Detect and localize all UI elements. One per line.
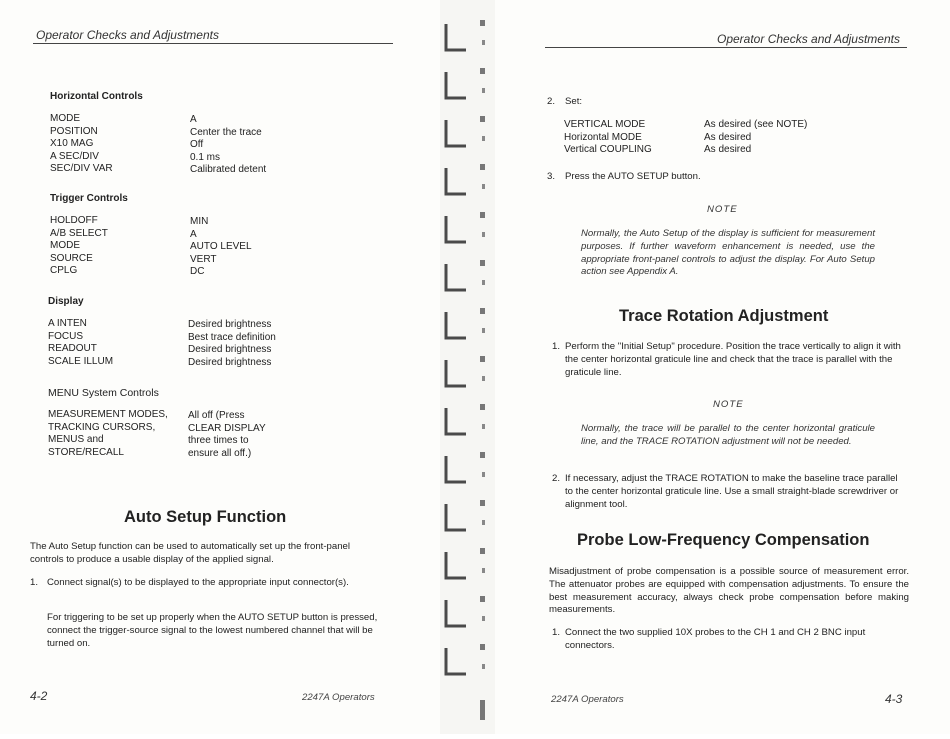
probe-intro: Misadjustment of probe compensation is a possible source of measurement error. The attenuator probes are equipped with compensation adjustments. To ensure the best measurement accuracy, always check probe compensation before making measurements. xyxy=(549,566,909,616)
probe-compensation-title: Probe Low-Frequency Compensation xyxy=(577,531,870,549)
display-control-labels: A INTEN FOCUS READOUT SCALE ILLUM xyxy=(48,318,114,367)
trace-rotation-title: Trace Rotation Adjustment xyxy=(619,307,829,325)
note1-title: NOTE xyxy=(707,204,738,215)
set-values: As desired (see NOTE) As desired As desired xyxy=(704,119,808,156)
note2-text: Normally, the trace will be parallel to the center horizontal graticule line, and the TRACE ROTATION adjustment will not be needed. xyxy=(581,423,875,447)
right-header-rule xyxy=(545,47,907,48)
spiral-binding xyxy=(440,0,495,734)
set-labels: VERTICAL MODE Horizontal MODE Vertical COUPLING xyxy=(564,119,652,156)
note1-text: Normally, the Auto Setup of the display is sufficient for measurement purposes. If further waveform enhancement is needed, use the appropriate front-panel controls to adjust the display. For Auto Setup action see Appendix A. xyxy=(581,228,875,278)
auto-step1-followup: For triggering to be set up properly when the AUTO SETUP button is pressed, connect the trigger-source signal to the lowest numbered channel that will be turned on. xyxy=(47,612,378,649)
display-heading: Display xyxy=(48,296,84,307)
menu-control-values: All off (Press CLEAR DISPLAY three times to ensure all off.) xyxy=(188,410,266,459)
binding-rings xyxy=(440,0,495,734)
probe-step1-number: 1. xyxy=(552,627,561,638)
step3-text: Press the AUTO SETUP button. xyxy=(565,171,701,182)
menu-system-heading: MENU System Controls xyxy=(48,387,159,399)
right-footer: 2247A Operators xyxy=(551,694,624,705)
right-running-head: Operator Checks and Adjustments xyxy=(717,32,900,46)
auto-setup-intro: The Auto Setup function can be used to automatically set up the front-panel controls to produce a usable display of the applied signal. xyxy=(30,541,350,565)
auto-step1-number: 1. xyxy=(30,577,39,588)
trigger-controls-heading: Trigger Controls xyxy=(50,193,128,204)
step3-number: 3. xyxy=(547,171,556,182)
left-running-head: Operator Checks and Adjustments xyxy=(36,28,219,42)
horizontal-control-values: A Center the trace Off 0.1 ms Calibrated detent xyxy=(190,114,267,176)
step2-text: Set: xyxy=(565,96,583,107)
horizontal-controls-heading: Horizontal Controls xyxy=(50,91,143,102)
trace-step1-text: Perform the "Initial Setup" procedure. Position the trace vertically to align it with the center horizontal graticule line and check that the trace is parallel with the graticule line. xyxy=(565,341,901,378)
display-control-values: Desired brightness Best trace definition Desired brightness Desired brightness xyxy=(188,319,276,368)
left-footer: 2247A Operators xyxy=(302,692,375,703)
trace-step2-text: If necessary, adjust the TRACE ROTATION to make the baseline trace parallel to the center horizontal graticule line. Use a small straight-blade screwdriver or alignment tool. xyxy=(565,473,899,510)
right-page-number: 4-3 xyxy=(885,692,903,706)
trigger-control-values: MIN A AUTO LEVEL VERT DC xyxy=(190,216,252,278)
right-page xyxy=(495,0,950,734)
left-header-rule xyxy=(33,43,393,44)
auto-step1-text: Connect signal(s) to be displayed to the appropriate input connector(s). xyxy=(47,577,349,588)
horizontal-control-labels: MODE POSITION X10 MAG A SEC/DIV SEC/DIV VAR xyxy=(50,113,113,175)
step2-number: 2. xyxy=(547,96,556,107)
trace-step2-number: 2. xyxy=(552,473,561,484)
trigger-control-labels: HOLDOFF A/B SELECT MODE SOURCE CPLG xyxy=(50,215,108,277)
probe-step1-text: Connect the two supplied 10X probes to the CH 1 and CH 2 BNC input connectors. xyxy=(565,627,866,651)
left-page-number: 4-2 xyxy=(30,689,48,703)
note2-title: NOTE xyxy=(713,399,744,410)
left-page xyxy=(0,0,440,734)
menu-control-labels: MEASUREMENT MODES, TRACKING CURSORS, MENUS and STORE/RECALL xyxy=(48,409,168,458)
auto-setup-title: Auto Setup Function xyxy=(124,508,287,526)
trace-step1-number: 1. xyxy=(552,341,561,352)
